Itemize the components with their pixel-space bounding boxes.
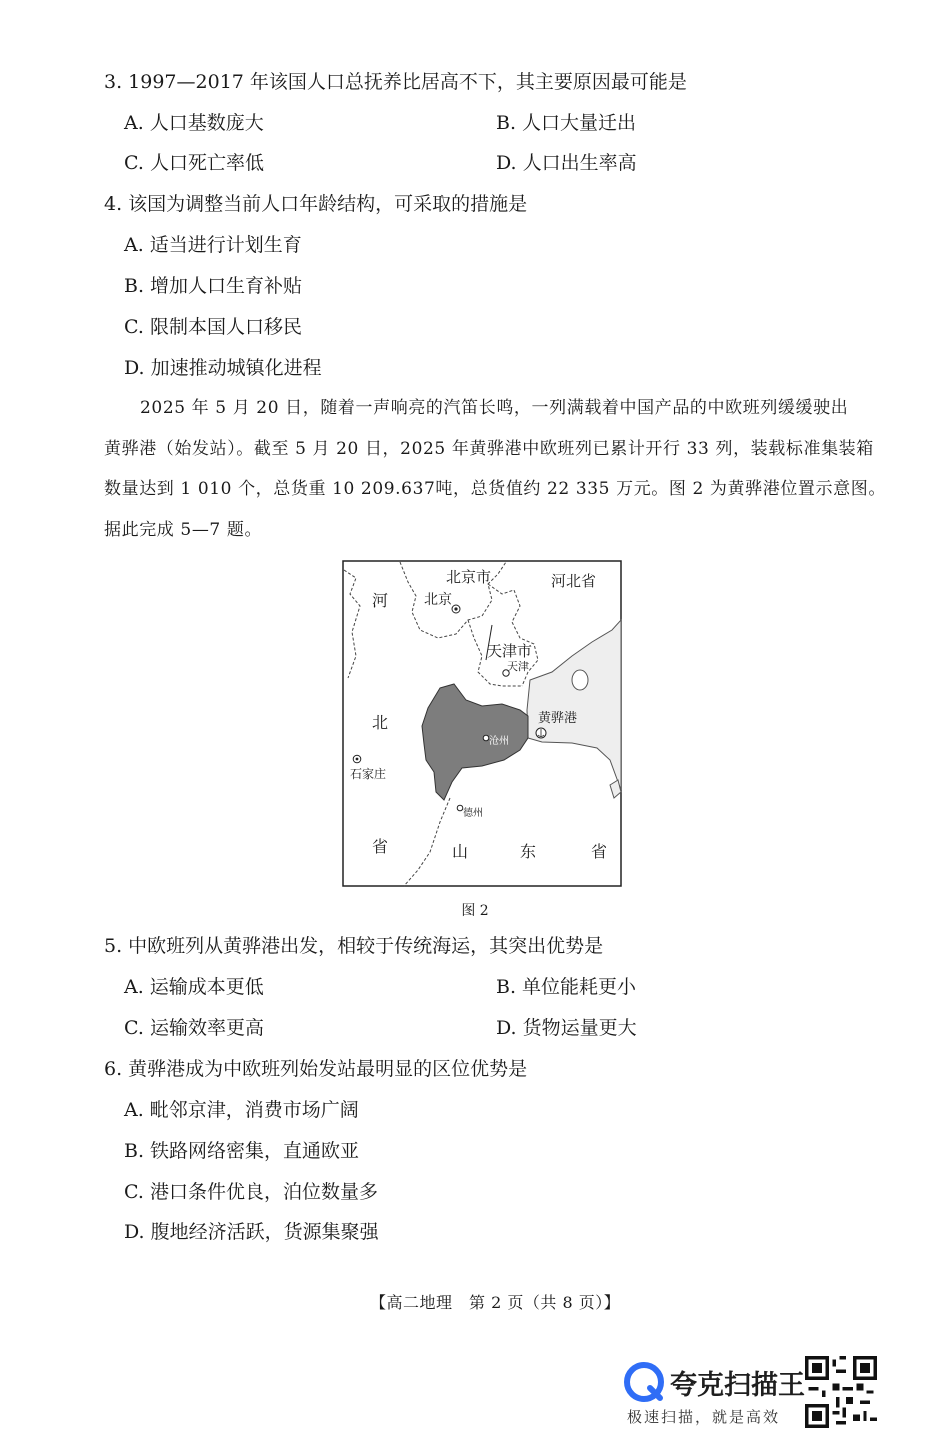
passage-line-3: 数量达到 1 010 个，总货重 10 209.637吨，总货值约 22 335 万元。图 2 为黄骅港位置示意图。 [104, 479, 886, 499]
label-bei: 北 [372, 713, 389, 732]
q3-option-a: A. 人口基数庞大 [124, 112, 264, 134]
watermark-title: 夸克扫描王 [670, 1370, 805, 1401]
q6-option-a: A. 毗邻京津，消费市场广阔 [124, 1099, 359, 1121]
q6-option-b: B. 铁路网络密集，直通欧亚 [124, 1140, 360, 1162]
passage-line-1: 2025 年 5 月 20 日，随着一声响亮的汽笛长鸣，一列满载着中国产品的中欧班列缓缓驶出 [140, 398, 849, 418]
q5-option-a: A. 运输成本更低 [124, 976, 264, 998]
label-sheng-west: 省 [372, 837, 389, 856]
cangzhou-symbol [483, 735, 489, 741]
watermark-subtitle: 极速扫描，就是高效 [627, 1408, 781, 1426]
qr-code-icon [805, 1356, 877, 1428]
page-footer: 【高二地理 第 2 页（共 8 页）】 [370, 1293, 621, 1312]
passage-line-2: 黄骅港（始发站）。截至 5 月 20 日，2025 年黄骅港中欧班列已累计开行 33 列，装载标准集装箱 [104, 439, 874, 459]
q4-option-d: D. 加速推动城镇化进程 [124, 357, 322, 379]
label-dezhou: 德州 [463, 808, 483, 819]
q3-option-c: C. 人口死亡率低 [124, 152, 264, 174]
label-shijiazhuang: 石家庄 [350, 767, 387, 781]
huanghua-port-symbol [536, 728, 546, 738]
passage-line-4: 据此完成 5—7 题。 [104, 520, 263, 540]
q4-option-b: B. 增加人口生育补贴 [124, 275, 303, 297]
label-sheng-east: 省 [591, 842, 608, 861]
label-he: 河 [372, 591, 389, 610]
q4-option-c: C. 限制本国人口移民 [124, 316, 302, 338]
label-huanghua-port: 黄骅港 [538, 711, 578, 726]
q3-option-b: B. 人口大量迁出 [496, 112, 637, 134]
label-tianjin: 天津 [507, 660, 529, 673]
scanner-logo-icon [624, 1362, 664, 1402]
q4-stem: 4. 该国为调整当前人口年龄结构，可采取的措施是 [104, 193, 528, 215]
q6-stem: 6. 黄骅港成为中欧班列始发站最明显的区位优势是 [104, 1058, 528, 1080]
sea-island [572, 670, 588, 690]
q6-option-d: D. 腹地经济活跃，货源集聚强 [124, 1221, 379, 1243]
huanghua-port-location-map [342, 560, 622, 887]
label-shan: 山 [452, 842, 469, 861]
label-beijing: 北京 [424, 592, 452, 608]
label-hebei-province: 河北省 [551, 572, 597, 590]
q3-stem: 3. 1997—2017 年该国人口总抚养比居高不下，其主要原因最可能是 [104, 71, 687, 93]
q6-option-c: C. 港口条件优良，泊位数量多 [124, 1181, 378, 1203]
label-dong: 东 [520, 842, 537, 861]
q5-stem: 5. 中欧班列从黄骅港出发，相较于传统海运，其突出优势是 [104, 935, 604, 957]
q5-option-c: C. 运输效率更高 [124, 1017, 264, 1039]
label-tianjin-city: 天津市 [487, 642, 533, 660]
label-beijing-city: 北京市 [446, 568, 492, 586]
figure-caption: 图 2 [461, 903, 489, 919]
label-cangzhou: 沧州 [489, 736, 509, 747]
dezhou-symbol [457, 805, 463, 811]
q5-option-d: D. 货物运量更大 [496, 1017, 637, 1039]
q4-option-a: A. 适当进行计划生育 [124, 234, 302, 256]
q3-option-d: D. 人口出生率高 [496, 152, 637, 174]
q5-option-b: B. 单位能耗更小 [496, 976, 637, 998]
